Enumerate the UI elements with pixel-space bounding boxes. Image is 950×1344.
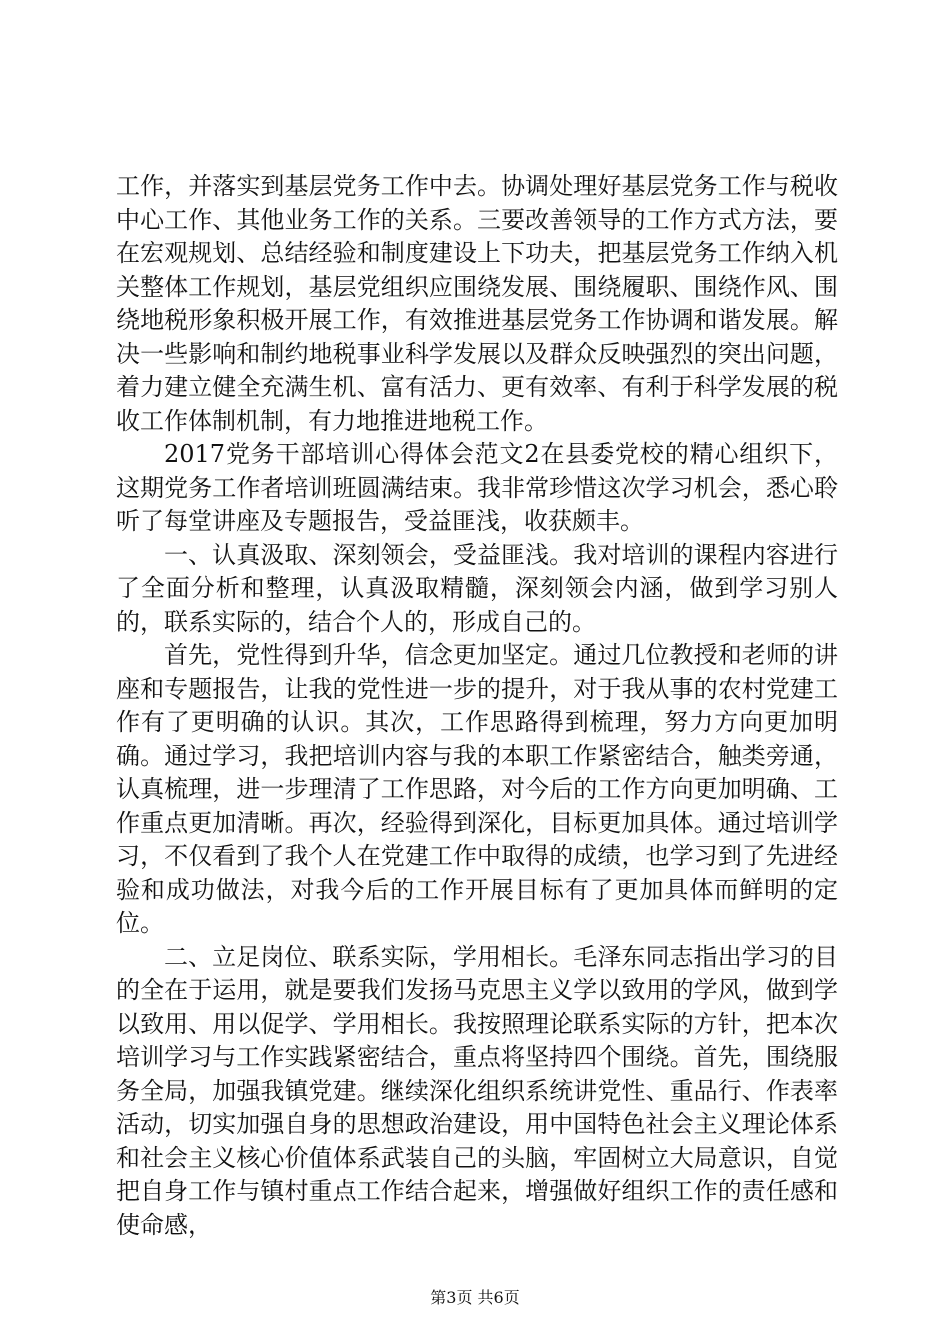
paragraph-4: 首先，党性得到升华，信念更加坚定。通过几位教授和老师的讲座和专题报告，让我的党性进一步的提升，对于我从事的农村党建工作有了更明确的认识。其次，工作思路得到梳理，努力方向更加明确。通过学习，我把培训内容与我的本职工作紧密结合，触类旁通，认真梳理，进一步理清了工作思路，对今后的工作方向更加明确、工作重点更加清晰。再次，经验得到深化，目标更加具体。通过培训学习，不仅看到了我个人在党建工作中取得的成绩，也学习到了先进经验和成功做法，对我今后的工作开展目标有了更加具体而鲜明的定位。 — [116, 641, 838, 937]
page-footer — [0, 1288, 950, 1308]
page-number: 第3页 共6页 — [430, 1288, 520, 1307]
paragraph-2: 2017党务干部培训心得体会范文2在县委党校的精心组织下，这期党务工作者培训班圆满结束。我非常珍惜这次学习机会，悉心聆听了每堂讲座及专题报告，受益匪浅，收获颇丰。 — [116, 440, 838, 535]
paragraph-3: 一、认真汲取、深刻领会，受益匪浅。我对培训的课程内容进行了全面分析和整理，认真汲取精髓，深刻领会内涵，做到学习别人的，联系实际的，结合个人的，形成自己的。 — [116, 540, 838, 636]
paragraph-1: 工作，并落实到基层党务工作中去。协调处理好基层党务工作与税收中心工作、其他业务工作的关系。三要改善领导的工作方式方法，要在宏观规划、总结经验和制度建设上下功夫，把基层党务工作纳入机关整体工作规划，基层党组织应围绕发展、围绕履职、围绕作风、围绕地税形象积极开展工作，有效推进基层党务工作协调和谐发展。解决一些影响和制约地税事业科学发展以及群众反映强烈的突出问题，着力建立健全充满生机、富有活力、更有效率、有利于科学发展的税收工作体制机制，有力地推进地税工作。 — [116, 172, 838, 435]
paragraph-5: 二、立足岗位、联系实际，学用相长。毛泽东同志指出学习的目的全在于运用，就是要我们发扬马克思主义学以致用的学风，做到学以致用、用以促学、学用相长。我按照理论联系实际的方针，把本次培训学习与工作实践紧密结合，重点将坚持四个围绕。首先，围绕服务全局，加强我镇党建。继续深化组织系统讲党性、重品行、作表率活动，切实加强自身的思想政治建设，用中国特色社会主义理论体系和社会主义核心价值体系武装自己的头脑，牢固树立大局意识，自觉把自身工作与镇村重点工作结合起来，增强做好组织工作的责任感和使命感， — [116, 942, 838, 1239]
document-body — [116, 170, 838, 1242]
